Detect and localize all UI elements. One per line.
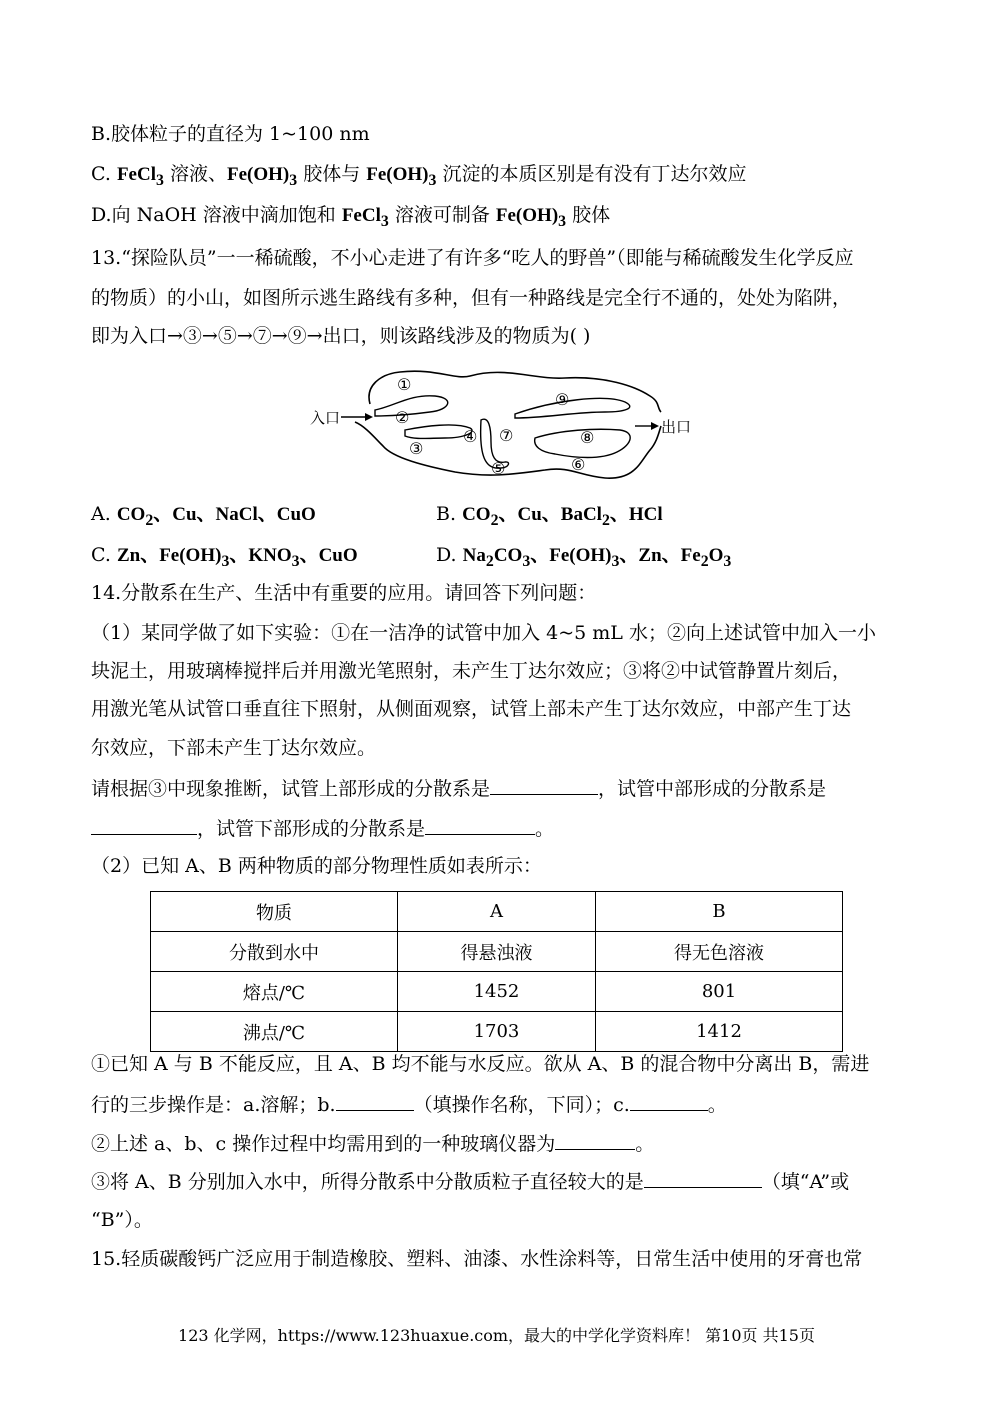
q13-option-c: C. Zn、$Fe(OH)_3$、$KNO_3$、CuO xyxy=(91,544,358,570)
formula: $Fe(OH)_3$ xyxy=(495,205,567,230)
node-1: ① xyxy=(397,375,412,394)
table-header-row xyxy=(151,892,843,932)
q13-option-a: A. $CO_2$、Cu、NaCl、CuO xyxy=(91,503,316,529)
q12-c-prefix: C. xyxy=(91,163,117,185)
q12-c-text: 溶液、 xyxy=(163,163,227,185)
maze-diagram xyxy=(305,366,705,486)
q13-option-d: D. $Na_2CO_3$、$Fe(OH)_3$、Zn、$Fe_2O_3$ xyxy=(436,544,732,570)
table-cell: 熔点/℃ xyxy=(151,972,398,1012)
inner-wall xyxy=(405,425,472,439)
q14-p2-intro: （2）已知 A、B 两种物质的部分物理性质如表所示： xyxy=(91,855,542,877)
q12-d-text: 胶体 xyxy=(566,204,611,226)
table-cell: 得悬浊液 xyxy=(397,932,595,972)
node-2: ② xyxy=(395,408,410,427)
formula: FeCl$_3$ xyxy=(341,205,389,230)
answer-blank[interactable] xyxy=(555,1131,635,1150)
q14-sub-1-line-2: 行的三步操作是：a.溶解；b. （填操作名称，下同）；c. 。 xyxy=(91,1094,727,1116)
q14-p1-line-1: （1）某同学做了如下实验：①在一洁净的试管中加入 4~5 mL 水；②向上述试管中加入一小 xyxy=(91,622,876,644)
q14-p1-line-2: 块泥土，用玻璃棒搅拌后并用激光笔照射，未产生丁达尔效应；③将②中试管静置片刻后， xyxy=(91,660,852,682)
formula: $Fe(OH)_3$ xyxy=(366,164,437,189)
node-8: ⑧ xyxy=(580,428,595,447)
answer-blank[interactable] xyxy=(425,816,535,835)
arrow-head-icon xyxy=(651,422,659,430)
q12-option-d xyxy=(91,203,610,234)
q12-d-text: 溶液可制备 xyxy=(388,204,496,226)
inner-wall xyxy=(515,398,630,418)
table-cell: 801 xyxy=(596,972,843,1012)
node-4: ④ xyxy=(463,427,478,446)
table-header-cell: 物质 xyxy=(151,892,398,932)
entrance-label: 入口 xyxy=(310,409,341,427)
arrow-head-icon xyxy=(365,413,373,421)
formula: $Fe(OH)_3$ xyxy=(226,164,298,189)
q13-line-1: 13.“探险队员”一一稀硫酸，不小心走进了有许多“吃人的野兽”（即能与稀硫酸发生化学反应 xyxy=(91,247,854,269)
q12-option-b: B.胶体粒子的直径为 1~100 nm xyxy=(91,123,370,145)
table-row xyxy=(151,972,843,1012)
table-cell: 1703 xyxy=(397,1012,595,1052)
q13-option-b: B. $CO_2$、Cu、BaCl$_2$、HCl xyxy=(436,503,663,529)
table-row xyxy=(151,932,843,972)
table-row xyxy=(151,1012,843,1052)
table-cell: 1412 xyxy=(596,1012,843,1052)
q14-p1-line-4: 尔效应，下部未产生丁达尔效应。 xyxy=(91,737,377,759)
answer-blank[interactable] xyxy=(644,1169,762,1188)
node-9: ⑨ xyxy=(555,390,570,409)
formula: FeCl$_3$ xyxy=(116,164,164,189)
q14-p1-line-3: 用激光笔从试管口垂直往下照射，从侧面观察，试管上部未产生丁达尔效应，中部产生丁达 xyxy=(91,698,852,720)
q13-line-2: 的物质）的小山，如图所示逃生路线有多种，但有一种路线是完全行不通的，处处为陷阱， xyxy=(91,287,852,309)
table-header-cell: A xyxy=(397,892,595,932)
table-cell: 分散到水中 xyxy=(151,932,398,972)
node-6: ⑥ xyxy=(571,455,586,474)
properties-table xyxy=(150,891,843,1052)
q12-option-c xyxy=(91,162,746,193)
answer-blank[interactable] xyxy=(490,776,598,795)
node-3: ③ xyxy=(409,439,424,458)
inner-wall xyxy=(375,396,448,416)
table-cell: 1452 xyxy=(397,972,595,1012)
q14-sub-2: ②上述 a、b、c 操作过程中均需用到的一种玻璃仪器为 。 xyxy=(91,1133,655,1155)
table-cell: 沸点/℃ xyxy=(151,1012,398,1052)
answer-blank[interactable] xyxy=(336,1092,414,1111)
answer-blank[interactable] xyxy=(91,816,197,835)
table-cell: 得无色溶液 xyxy=(596,932,843,972)
q13-line-3: 即为入口→③→⑤→⑦→⑨→出口，则该路线涉及的物质为( ) xyxy=(91,325,591,347)
q14-p1-question-1: 请根据③中现象推断，试管上部形成的分散系是 ，试管中部形成的分散系是 xyxy=(91,778,827,800)
q12-c-text: 胶体与 xyxy=(297,163,367,185)
answer-blank[interactable] xyxy=(630,1092,708,1111)
page-footer: 123 化学网，https://www.123huaxue.com，最大的中学化学资料库！ 第10页 共15页 xyxy=(178,1326,815,1345)
table-header-cell: B xyxy=(596,892,843,932)
q14-sub-3-line-1: ③将 A、B 分别加入水中，所得分散系中分散质粒子直径较大的是 （填“A”或 xyxy=(91,1171,850,1193)
node-7: ⑦ xyxy=(499,426,514,445)
q12-d-prefix: D.向 NaOH 溶液中滴加饱和 xyxy=(91,204,342,226)
exit-label: 出口 xyxy=(661,418,692,436)
q14-sub-3-line-2: “B”）。 xyxy=(91,1209,153,1231)
q12-c-text: 沉淀的本质区别是有没有丁达尔效应 xyxy=(436,163,747,185)
q14-sub-1-line-1: ①已知 A 与 B 不能反应，且 A、B 均不能与水反应。欲从 A、B 的混合物中分离出 B，需进 xyxy=(91,1053,870,1075)
q14-p1-question-2: ，试管下部形成的分散系是 。 xyxy=(91,816,554,841)
node-5: ⑤ xyxy=(491,459,506,478)
q15-line-1: 15.轻质碳酸钙广泛应用于制造橡胶、塑料、油漆、水性涂料等，日常生活中使用的牙膏也常 xyxy=(91,1248,863,1270)
q14-intro: 14.分散系在生产、生活中有重要的应用。请回答下列问题： xyxy=(91,582,597,604)
